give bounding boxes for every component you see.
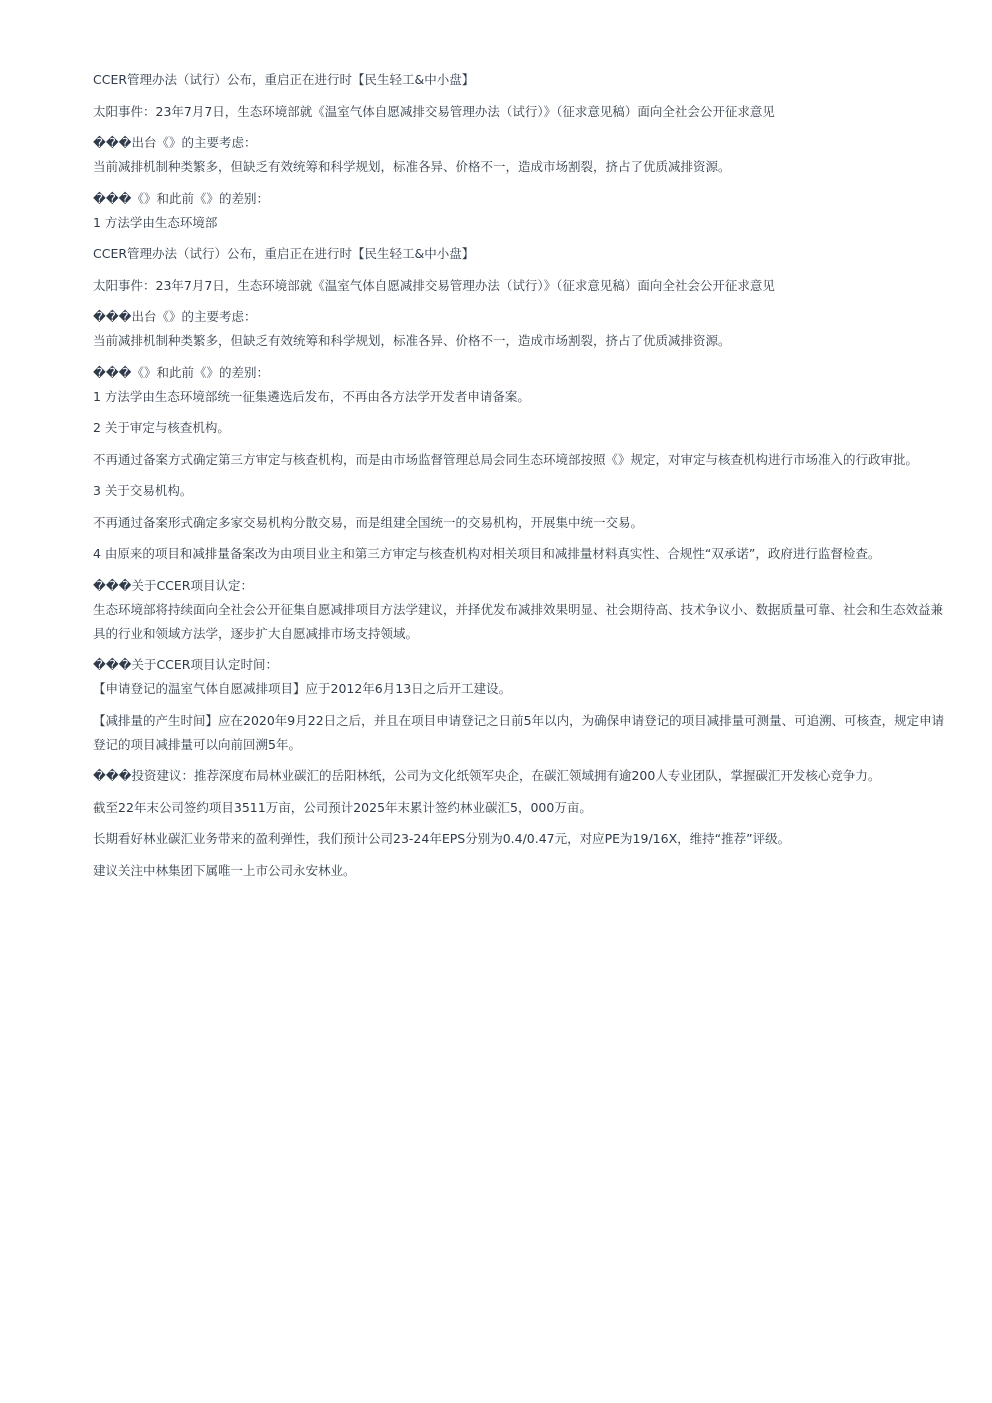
paragraph: ���出台《》的主要考虑： [93, 309, 257, 324]
paragraph: 1 方法学由生态环境部统一征集遴选后发布，不再由各方法学开发者申请备案。 [93, 388, 530, 404]
paragraph: 3 关于交易机构。 [93, 483, 193, 498]
paragraph: 生态环境部将持续面向全社会公开征集自愿减排项目方法学建议，并择优发布减排效果明显、社会期待高、技术争议小、数据质量可靠、社会和生态效益兼具的行业和领域方法学，逐步扩大自愿减排市场支持领域。 [93, 601, 944, 641]
paragraph: 当前减排机制种类繁多，但缺乏有效统筹和科学规划，标准各异、价格不一，造成市场割裂，挤占了优质减排资源。 [93, 333, 731, 348]
paragraph: 不再通过备案方式确定第三方审定与核查机构，而是由市场监督管理总局会同生态环境部按照《》规定，对审定与核查机构进行市场准入的行政审批。 [93, 451, 919, 467]
paragraph: CCER管理办法（试行）公布，重启正在进行时【民生轻工&中小盘】 [93, 72, 475, 87]
paragraph: 建议关注中林集团下属唯一上市公司永安林业。 [93, 862, 356, 878]
paragraph: 【申请登记的温室气体自愿减排项目】应于2012年6月13日之后开工建设。 [93, 681, 512, 696]
paragraph: CCER管理办法（试行）公布，重启正在进行时【民生轻工&中小盘】 [93, 246, 475, 261]
paragraph: 当前减排机制种类繁多，但缺乏有效统筹和科学规划，标准各异、价格不一，造成市场割裂，挤占了优质减排资源。 [93, 159, 731, 174]
paragraph: 1 方法学由生态环境部 [93, 214, 218, 230]
paragraph: 太阳事件：23年7月7日，生态环境部就《温室气体自愿减排交易管理办法（试行）》（征求意见稿）面向全社会公开征求意见 [93, 277, 775, 293]
paragraph: ���投资建议：推荐深度布局林业碳汇的岳阳林纸，公司为文化纸领军央企，在碳汇领域拥有逾200人专业团队，掌握碳汇开发核心竞争力。 [93, 768, 881, 783]
paragraph: 截至22年末公司签约项目3511万亩，公司预计2025年末累计签约林业碳汇5，000万亩。 [93, 799, 592, 815]
paragraph: ���关于CCER项目认定时间： [93, 657, 278, 672]
paragraph: 2 关于审定与核查机构。 [93, 420, 230, 435]
paragraph: ���关于CCER项目认定： [93, 577, 253, 593]
paragraph: 不再通过备案形式确定多家交易机构分散交易，而是组建全国统一的交易机构，开展集中统一交易。 [93, 514, 644, 530]
paragraph: 长期看好林业碳汇业务带来的盈利弹性，我们预计公司23-24年EPS分别为0.4/0.47元，对应PE为19/16X，维持“推荐”评级。 [93, 831, 791, 846]
paragraph: 【减排量的产生时间】应在2020年9月22日之后，并且在项目申请登记之日前5年以内，为确保申请登记的项目减排量可测量、可追溯、可核查，规定申请登记的项目减排量可以向前回溯5年。 [93, 712, 945, 752]
paragraph: ���出台《》的主要考虑： [93, 135, 257, 150]
paragraph: 太阳事件：23年7月7日，生态环境部就《温室气体自愿减排交易管理办法（试行）》（征求意见稿）面向全社会公开征求意见 [93, 103, 775, 119]
paragraph: 4 由原来的项目和减排量备案改为由项目业主和第三方审定与核查机构对相关项目和减排量材料真实性、合规性“双承诺”，政府进行监督检查。 [93, 546, 881, 561]
paragraph: ���《》和此前《》的差别： [93, 364, 269, 380]
paragraph: ���《》和此前《》的差别： [93, 190, 269, 206]
article-body [93, 68, 948, 890]
